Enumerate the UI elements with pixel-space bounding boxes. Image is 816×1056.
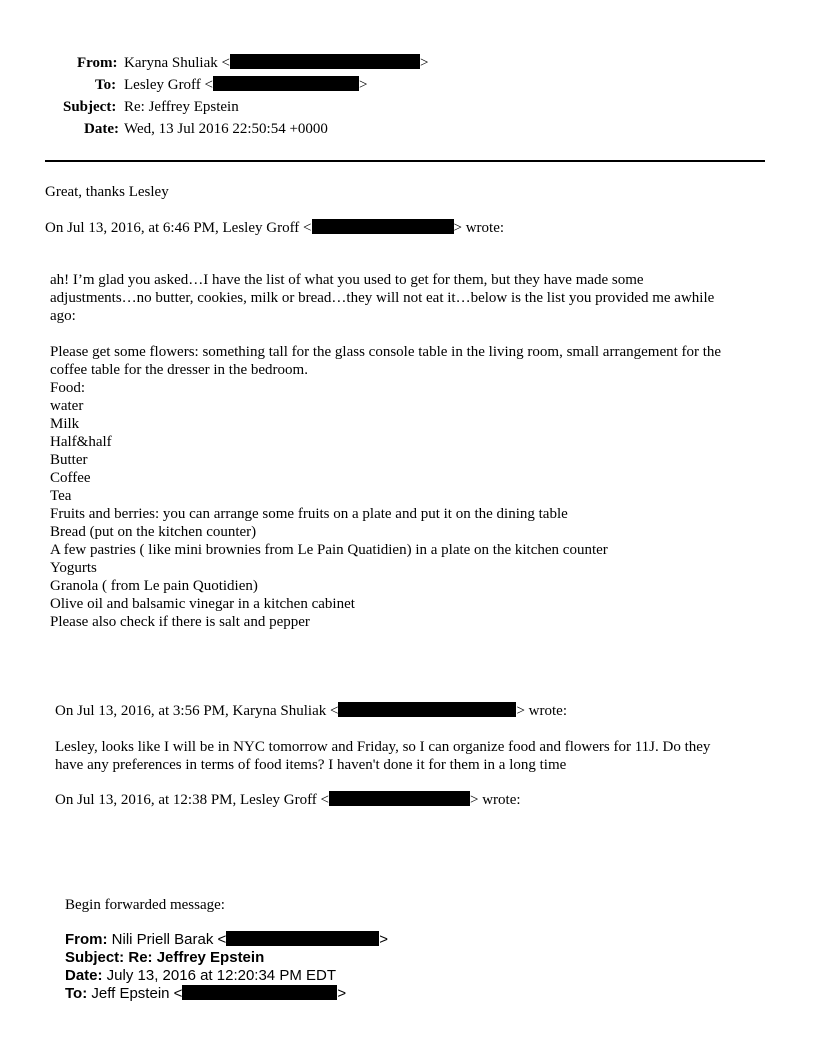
forward-intro: Begin forwarded message: [65, 897, 225, 913]
list-item: coffee table for the dresser in the bedroom. [50, 362, 308, 378]
redaction-bar [226, 931, 379, 946]
forwarded-subject-value: Re: Jeffrey Epstein [124, 949, 265, 966]
redaction-bar [230, 54, 420, 69]
forwarded-header [65, 931, 388, 1003]
message-line: have any preferences in terms of food items? I haven't done it for them in a long time [55, 757, 567, 773]
forwarded-subject-row [65, 949, 388, 967]
forwarded-from-end: > [379, 931, 389, 948]
list-item: Milk [50, 416, 80, 432]
reply-body: Great, thanks Lesley [45, 184, 169, 200]
header-date-value: Wed, 13 Jul 2016 22:50:54 +0000 [124, 121, 328, 137]
message-line: ago: [50, 308, 76, 324]
header-subject-value: Re: Jeffrey Epstein [124, 99, 239, 115]
message-line: ah! I’m glad you asked…I have the list of what you used to get for them, but they have made some [50, 272, 644, 288]
message-line: adjustments…no butter, cookies, milk or bread…they will not eat it…below is the list you provided me awhile [50, 290, 715, 306]
header-from-name: Karyna Shuliak < [124, 55, 230, 71]
quote-prefix: On Jul 13, 2016, at 12:38 PM, Lesley Groff < [55, 792, 329, 808]
header-from-row [0, 52, 700, 74]
list-item: Coffee [50, 470, 91, 486]
list-item: A few pastries ( like mini brownies from Le Pain Quatidien) in a plate on the kitchen counter [50, 542, 608, 558]
email-header [0, 52, 760, 142]
list-item: Please get some flowers: something tall for the glass console table in the living room, small arrangement for the [50, 344, 722, 360]
forwarded-date-row [65, 967, 388, 985]
quote-attribution [45, 219, 504, 237]
forwarded-to-value: Jeff Epstein < [87, 985, 183, 1002]
list-item: Food: [50, 380, 86, 396]
list-item: Half&half [50, 434, 112, 450]
shopping-list [50, 343, 790, 631]
header-from-value [124, 52, 428, 74]
forwarded-from-row [65, 931, 388, 949]
header-to-row [0, 74, 700, 96]
quote-prefix: On Jul 13, 2016, at 3:56 PM, Karyna Shuliak < [55, 703, 339, 719]
header-subject-row [0, 96, 700, 118]
redaction-bar [182, 985, 337, 1000]
forwarded-to-row [65, 985, 388, 1003]
header-from-label: From: [77, 55, 118, 71]
list-item: Butter [50, 452, 88, 468]
quote-prefix: On Jul 13, 2016, at 6:46 PM, Lesley Groff < [45, 220, 312, 236]
header-subject-label: Subject: [63, 99, 117, 115]
forwarded-to-end: > [337, 985, 347, 1002]
list-item: Olive oil and balsamic vinegar in a kitchen cabinet [50, 596, 355, 612]
redaction-bar [312, 219, 454, 234]
redaction-bar [213, 76, 359, 91]
list-item: Please also check if there is salt and pepper [50, 614, 310, 630]
header-to-value [124, 74, 367, 96]
list-item: Fruits and berries: you can arrange some fruits on a plate and put it on the dining table [50, 506, 568, 522]
forwarded-to-label: To: [65, 985, 88, 1002]
forwarded-date-value: July 13, 2016 at 12:20:34 PM EDT [102, 967, 336, 984]
list-item: Bread (put on the kitchen counter) [50, 524, 257, 540]
quote-suffix: > wrote: [516, 703, 567, 719]
header-date-label: Date: [84, 121, 119, 137]
message-line: Lesley, looks like I will be in NYC tomorrow and Friday, so I can organize food and flowers for 11J. Do they [55, 739, 711, 755]
header-to-label: To: [95, 77, 117, 93]
list-item: Granola ( from Le pain Quotidien) [50, 578, 258, 594]
forwarded-from-label: From: [65, 931, 108, 948]
header-to-name: Lesley Groff < [124, 77, 213, 93]
quote-suffix: > wrote: [470, 792, 521, 808]
quote-attribution [55, 791, 521, 809]
header-to-end: > [359, 77, 368, 93]
message-body [50, 271, 790, 325]
header-divider [45, 160, 765, 162]
forwarded-subject-label: Subject: [65, 949, 125, 966]
header-date-row [0, 118, 700, 140]
list-item: Tea [50, 488, 72, 504]
quote-attribution [55, 702, 567, 720]
redaction-bar [338, 702, 516, 717]
list-item: Yogurts [50, 560, 97, 576]
forwarded-from-value: Nili Priell Barak < [107, 931, 227, 948]
redaction-bar [329, 791, 470, 806]
header-from-end: > [419, 55, 429, 71]
message-body [55, 738, 795, 774]
forwarded-date-label: Date: [65, 967, 103, 984]
quote-suffix: > wrote: [453, 220, 505, 236]
list-item: water [50, 398, 84, 414]
